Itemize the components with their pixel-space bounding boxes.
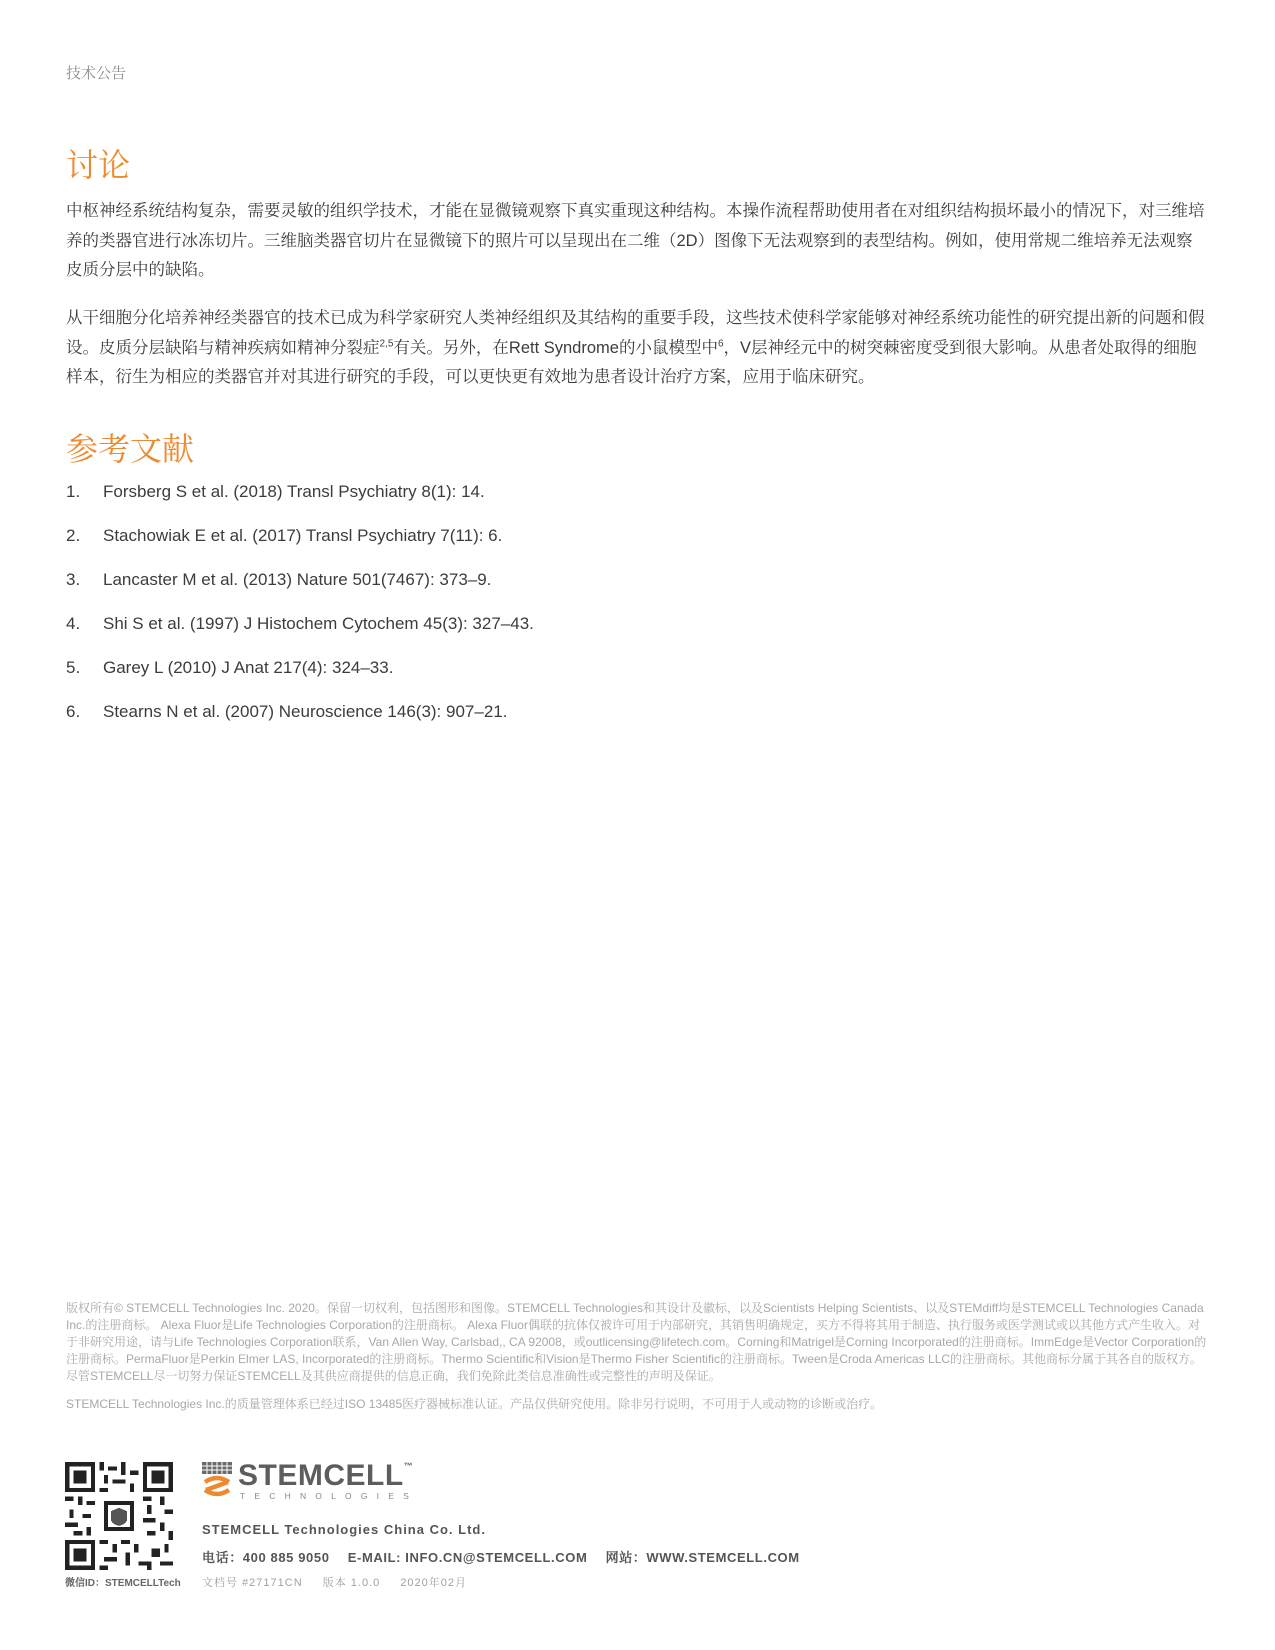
trademark-symbol: ™ xyxy=(403,1461,414,1471)
document-info xyxy=(202,1574,483,1590)
copyright-notice: 版权所有© STEMCELL Technologies Inc. 2020。保留一切权利，包括图形和图像。STEMCELL Technologies和其设计及徽标，以及Scientists Helping Scientists、以及STEMdiff均是STEMCELL Technologies Canada Inc.的注册商标。 Alexa Fluor是Life Technologies Corporation的注册商标。 Alexa Fluor偶联的抗体仅被许可用于内部研究，其销售明确规定，买方不得将其用于制造、执行服务或医学测试或以其他方式产生收入。对于非研究用途，请与Life Technologies Corporation联系，Van Allen Way, Carlsbad,, CA 92008，或outlicensing@lifetech.com。Corning和Matrigel是Corning Incorporated的注册商标。ImmEdge是Vector Corporation的注册商标。PermaFluor是Perkin Elmer LAS, Incorporated的注册商标。Thermo Scientific和Vision是Thermo Fisher Scientific的注册商标。Tween是Croda Americas LLC的注册商标。其他商标分属于其各自的版权方。尽管STEMCELL尽一切努力保证STEMCELL及其供应商提供的信息正确，我们免除此类信息准确性或完整性的声明及保证。 xyxy=(66,1301,1207,1383)
wechat-id-caption: 微信ID：STEMCELLTech xyxy=(65,1578,181,1589)
document-version: 版本 1.0.0 xyxy=(322,1577,381,1589)
document-number: 文档号 #27171CN xyxy=(202,1577,303,1589)
quality-notice: STEMCELL Technologies Inc.的质量管理体系已经过ISO 13485医疗器械标准认证。产品仅供研究使用。除非另行说明，不可用于人或动物的诊断或治疗。 xyxy=(66,1397,883,1411)
reference-text: Shi S et al. (1997) J Histochem Cytochem 45(3): 327–43. xyxy=(103,614,534,633)
company-name: STEMCELL Technologies China Co. Ltd. xyxy=(202,1522,486,1537)
list-item xyxy=(66,702,534,746)
contact-line xyxy=(202,1547,814,1566)
list-item xyxy=(66,658,534,702)
list-item xyxy=(66,614,534,658)
discussion-paragraph-2 xyxy=(66,304,1206,393)
paragraph-2-part-a: 从干细胞分化培养神经类器官的技术已成为科学家研究人类神经组织及其结构的重要手段，这些技术使科学家能够对神经系统功能性的研究提出新的问题和假设。皮质分层缺陷与精神疾病如精神分裂症 xyxy=(66,309,1205,357)
brand-name: STEMCELL xyxy=(238,1459,404,1492)
qr-code-icon xyxy=(65,1462,173,1570)
reference-number: 2. xyxy=(66,526,81,545)
reference-number: 1. xyxy=(66,482,81,501)
discussion-title: 讨论 xyxy=(66,147,131,183)
reference-list xyxy=(66,482,534,746)
reference-number: 6. xyxy=(66,702,81,721)
list-item xyxy=(66,570,534,614)
reference-text: Stachowiak E et al. (2017) Transl Psychiatry 7(11): 6. xyxy=(103,526,503,545)
reference-number: 3. xyxy=(66,570,81,589)
reference-text: Stearns N et al. (2007) Neuroscience 146(3): 907–21. xyxy=(103,702,508,721)
discussion-paragraph-1: 中枢神经系统结构复杂，需要灵敏的组织学技术，才能在显微镜观察下真实重现这种结构。本操作流程帮助使用者在对组织结构损坏最小的情况下，对三维培养的类器官进行冰冻切片。三维脑类器官切片在显微镜下的照片可以呈现出在二维（2D）图像下无法观察到的表型结构。例如，使用常规二维培养无法观察皮质分层中的缺陷。 xyxy=(66,202,1205,279)
list-item xyxy=(66,482,534,526)
reference-text: Garey L (2010) J Anat 217(4): 324–33. xyxy=(103,658,394,677)
citation-superscript: 2,5 xyxy=(379,338,394,349)
brand-wordmark xyxy=(238,1459,413,1493)
document-date: 2020年02月 xyxy=(400,1577,468,1589)
document-type-label: 技术公告 xyxy=(66,65,127,82)
reference-text: Forsberg S et al. (2018) Transl Psychiatry 8(1): 14. xyxy=(103,482,485,501)
citation-superscript: 6 xyxy=(717,338,724,349)
paragraph-2-part-b: 有关。另外，在Rett Syndrome的小鼠模型中 xyxy=(393,338,718,357)
references-title: 参考文献 xyxy=(66,431,195,467)
phone-number: 电话：400 885 9050 xyxy=(202,1550,330,1565)
paragraph-2-part-c: ，V层神经元中的树突棘密度受到很大影响。从患者处取得的细胞样本，衍生为相应的类器官并对其进行研究的手段，可以更快更有效地为患者设计治疗方案，应用于临床研究。 xyxy=(66,338,1197,386)
reference-number: 4. xyxy=(66,614,81,633)
email-address[interactable]: E-MAIL: INFO.CN@STEMCELL.COM xyxy=(347,1550,588,1565)
list-item xyxy=(66,526,534,570)
reference-number: 5. xyxy=(66,658,81,677)
website-link[interactable]: 网站：WWW.STEMCELL.COM xyxy=(605,1550,800,1565)
brand-subtitle: TECHNOLOGIES xyxy=(240,1491,418,1501)
reference-text: Lancaster M et al. (2013) Nature 501(7467): 373–9. xyxy=(103,570,492,589)
